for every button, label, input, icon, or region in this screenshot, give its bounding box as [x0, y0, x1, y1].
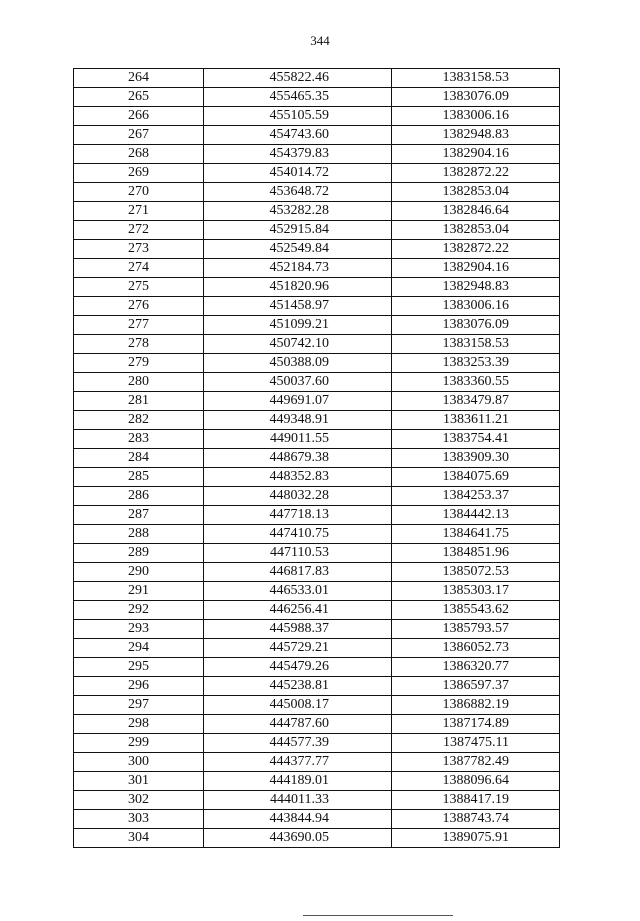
- point-number-cell: 265: [74, 88, 204, 107]
- coordinate-table-body: [74, 69, 560, 848]
- y-coordinate-cell: 1383611.21: [392, 411, 560, 430]
- y-coordinate-cell: 1383158.53: [392, 335, 560, 354]
- y-coordinate-cell: 1384075.69: [392, 468, 560, 487]
- point-number-cell: 267: [74, 126, 204, 145]
- point-number-cell: 294: [74, 639, 204, 658]
- y-coordinate-cell: 1387174.89: [392, 715, 560, 734]
- table-row: [74, 297, 560, 316]
- x-coordinate-cell: 447410.75: [204, 525, 392, 544]
- y-coordinate-cell: 1383479.87: [392, 392, 560, 411]
- y-coordinate-cell: 1383076.09: [392, 316, 560, 335]
- y-coordinate-cell: 1382872.22: [392, 240, 560, 259]
- y-coordinate-cell: 1382846.64: [392, 202, 560, 221]
- y-coordinate-cell: 1382904.16: [392, 145, 560, 164]
- table-row: [74, 810, 560, 829]
- point-number-cell: 300: [74, 753, 204, 772]
- table-row: [74, 354, 560, 373]
- table-row: [74, 430, 560, 449]
- point-number-cell: 269: [74, 164, 204, 183]
- point-number-cell: 295: [74, 658, 204, 677]
- y-coordinate-cell: 1386882.19: [392, 696, 560, 715]
- point-number-cell: 296: [74, 677, 204, 696]
- point-number-cell: 290: [74, 563, 204, 582]
- table-row: [74, 468, 560, 487]
- point-number-cell: 287: [74, 506, 204, 525]
- x-coordinate-cell: 453648.72: [204, 183, 392, 202]
- coordinate-table: [73, 68, 560, 848]
- y-coordinate-cell: 1386320.77: [392, 658, 560, 677]
- table-row: [74, 449, 560, 468]
- y-coordinate-cell: 1382853.04: [392, 183, 560, 202]
- x-coordinate-cell: 454014.72: [204, 164, 392, 183]
- table-row: [74, 487, 560, 506]
- point-number-cell: 301: [74, 772, 204, 791]
- point-number-cell: 304: [74, 829, 204, 848]
- x-coordinate-cell: 455105.59: [204, 107, 392, 126]
- x-coordinate-cell: 444189.01: [204, 772, 392, 791]
- table-row: [74, 240, 560, 259]
- y-coordinate-cell: 1383360.55: [392, 373, 560, 392]
- x-coordinate-cell: 445238.81: [204, 677, 392, 696]
- point-number-cell: 291: [74, 582, 204, 601]
- point-number-cell: 286: [74, 487, 204, 506]
- point-number-cell: 282: [74, 411, 204, 430]
- y-coordinate-cell: 1383006.16: [392, 297, 560, 316]
- y-coordinate-cell: 1387782.49: [392, 753, 560, 772]
- x-coordinate-cell: 450742.10: [204, 335, 392, 354]
- table-row: [74, 696, 560, 715]
- table-row: [74, 791, 560, 810]
- x-coordinate-cell: 448032.28: [204, 487, 392, 506]
- point-number-cell: 264: [74, 69, 204, 88]
- point-number-cell: 284: [74, 449, 204, 468]
- table-row: [74, 164, 560, 183]
- table-row: [74, 335, 560, 354]
- y-coordinate-cell: 1387475.11: [392, 734, 560, 753]
- y-coordinate-cell: 1386597.37: [392, 677, 560, 696]
- x-coordinate-cell: 449348.91: [204, 411, 392, 430]
- table-row: [74, 373, 560, 392]
- table-row: [74, 677, 560, 696]
- y-coordinate-cell: 1384641.75: [392, 525, 560, 544]
- point-number-cell: 293: [74, 620, 204, 639]
- x-coordinate-cell: 444787.60: [204, 715, 392, 734]
- table-row: [74, 715, 560, 734]
- y-coordinate-cell: 1383006.16: [392, 107, 560, 126]
- point-number-cell: 275: [74, 278, 204, 297]
- x-coordinate-cell: 446256.41: [204, 601, 392, 620]
- table-row: [74, 525, 560, 544]
- point-number-cell: 285: [74, 468, 204, 487]
- y-coordinate-cell: 1388417.19: [392, 791, 560, 810]
- x-coordinate-cell: 449691.07: [204, 392, 392, 411]
- y-coordinate-cell: 1383253.39: [392, 354, 560, 373]
- x-coordinate-cell: 453282.28: [204, 202, 392, 221]
- y-coordinate-cell: 1383076.09: [392, 88, 560, 107]
- x-coordinate-cell: 452915.84: [204, 221, 392, 240]
- table-row: [74, 753, 560, 772]
- y-coordinate-cell: 1384442.13: [392, 506, 560, 525]
- x-coordinate-cell: 448679.38: [204, 449, 392, 468]
- x-coordinate-cell: 450037.60: [204, 373, 392, 392]
- x-coordinate-cell: 451820.96: [204, 278, 392, 297]
- table-row: [74, 259, 560, 278]
- x-coordinate-cell: 455822.46: [204, 69, 392, 88]
- y-coordinate-cell: 1385072.53: [392, 563, 560, 582]
- table-row: [74, 183, 560, 202]
- x-coordinate-cell: 444011.33: [204, 791, 392, 810]
- table-row: [74, 582, 560, 601]
- table-row: [74, 221, 560, 240]
- table-row: [74, 563, 560, 582]
- point-number-cell: 271: [74, 202, 204, 221]
- x-coordinate-cell: 451458.97: [204, 297, 392, 316]
- table-row: [74, 658, 560, 677]
- x-coordinate-cell: 447718.13: [204, 506, 392, 525]
- table-row: [74, 88, 560, 107]
- table-row: [74, 544, 560, 563]
- table-row: [74, 639, 560, 658]
- y-coordinate-cell: 1382853.04: [392, 221, 560, 240]
- y-coordinate-cell: 1389075.91: [392, 829, 560, 848]
- x-coordinate-cell: 454379.83: [204, 145, 392, 164]
- y-coordinate-cell: 1384253.37: [392, 487, 560, 506]
- x-coordinate-cell: 445988.37: [204, 620, 392, 639]
- table-row: [74, 126, 560, 145]
- point-number-cell: 272: [74, 221, 204, 240]
- table-row: [74, 316, 560, 335]
- point-number-cell: 298: [74, 715, 204, 734]
- x-coordinate-cell: 451099.21: [204, 316, 392, 335]
- y-coordinate-cell: 1388743.74: [392, 810, 560, 829]
- x-coordinate-cell: 445479.26: [204, 658, 392, 677]
- point-number-cell: 280: [74, 373, 204, 392]
- y-coordinate-cell: 1382872.22: [392, 164, 560, 183]
- table-row: [74, 506, 560, 525]
- point-number-cell: 303: [74, 810, 204, 829]
- x-coordinate-cell: 443690.05: [204, 829, 392, 848]
- y-coordinate-cell: 1384851.96: [392, 544, 560, 563]
- point-number-cell: 283: [74, 430, 204, 449]
- table-row: [74, 278, 560, 297]
- bottom-divider: [303, 915, 453, 916]
- x-coordinate-cell: 445729.21: [204, 639, 392, 658]
- y-coordinate-cell: 1382904.16: [392, 259, 560, 278]
- y-coordinate-cell: 1385543.62: [392, 601, 560, 620]
- x-coordinate-cell: 447110.53: [204, 544, 392, 563]
- table-row: [74, 734, 560, 753]
- point-number-cell: 273: [74, 240, 204, 259]
- y-coordinate-cell: 1382948.83: [392, 126, 560, 145]
- y-coordinate-cell: 1382948.83: [392, 278, 560, 297]
- point-number-cell: 278: [74, 335, 204, 354]
- y-coordinate-cell: 1385793.57: [392, 620, 560, 639]
- table-row: [74, 145, 560, 164]
- y-coordinate-cell: 1385303.17: [392, 582, 560, 601]
- point-number-cell: 266: [74, 107, 204, 126]
- point-number-cell: 277: [74, 316, 204, 335]
- y-coordinate-cell: 1383158.53: [392, 69, 560, 88]
- x-coordinate-cell: 445008.17: [204, 696, 392, 715]
- x-coordinate-cell: 443844.94: [204, 810, 392, 829]
- table-row: [74, 69, 560, 88]
- point-number-cell: 274: [74, 259, 204, 278]
- point-number-cell: 297: [74, 696, 204, 715]
- point-number-cell: 268: [74, 145, 204, 164]
- x-coordinate-cell: 444577.39: [204, 734, 392, 753]
- x-coordinate-cell: 454743.60: [204, 126, 392, 145]
- point-number-cell: 289: [74, 544, 204, 563]
- page-number: 344: [310, 33, 330, 48]
- point-number-cell: 292: [74, 601, 204, 620]
- y-coordinate-cell: 1383909.30: [392, 449, 560, 468]
- x-coordinate-cell: 452549.84: [204, 240, 392, 259]
- x-coordinate-cell: 444377.77: [204, 753, 392, 772]
- x-coordinate-cell: 446533.01: [204, 582, 392, 601]
- table-row: [74, 107, 560, 126]
- y-coordinate-cell: 1383754.41: [392, 430, 560, 449]
- point-number-cell: 288: [74, 525, 204, 544]
- y-coordinate-cell: 1386052.73: [392, 639, 560, 658]
- x-coordinate-cell: 446817.83: [204, 563, 392, 582]
- point-number-cell: 299: [74, 734, 204, 753]
- point-number-cell: 279: [74, 354, 204, 373]
- x-coordinate-cell: 450388.09: [204, 354, 392, 373]
- x-coordinate-cell: 455465.35: [204, 88, 392, 107]
- table-row: [74, 411, 560, 430]
- table-row: [74, 601, 560, 620]
- table-row: [74, 829, 560, 848]
- y-coordinate-cell: 1388096.64: [392, 772, 560, 791]
- x-coordinate-cell: 452184.73: [204, 259, 392, 278]
- table-row: [74, 202, 560, 221]
- table-row: [74, 620, 560, 639]
- point-number-cell: 276: [74, 297, 204, 316]
- table-row: [74, 772, 560, 791]
- x-coordinate-cell: 448352.83: [204, 468, 392, 487]
- point-number-cell: 302: [74, 791, 204, 810]
- point-number-cell: 281: [74, 392, 204, 411]
- table-row: [74, 392, 560, 411]
- point-number-cell: 270: [74, 183, 204, 202]
- x-coordinate-cell: 449011.55: [204, 430, 392, 449]
